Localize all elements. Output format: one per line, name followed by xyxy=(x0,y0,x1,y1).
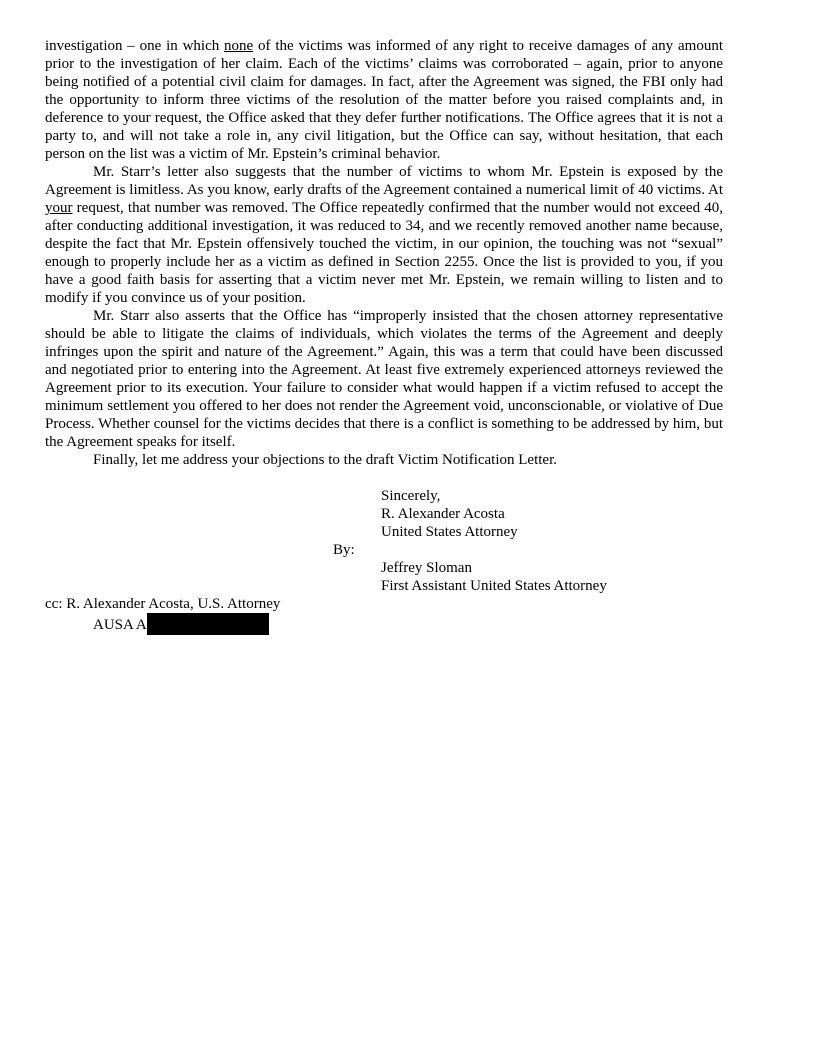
cc-line-2 xyxy=(45,613,280,635)
underlined-word-none: none xyxy=(224,38,254,54)
paragraph-2-text-start: Mr. Starr’s letter also suggests that the number of victims to whom Mr. Epstein is exposed by the Agreement is limitless. As you know, early drafts of the Agreement contained a numerical limit of 40 victims. At xyxy=(45,164,723,198)
paragraph-2 xyxy=(45,163,723,307)
paragraph-2-text-end: request, that number was removed. The Office repeatedly confirmed that the number would not exceed 40, after conducting additional investigation, it was reduced to 34, and we recently removed another name because, despite the fact that Mr. Epstein offensively touched the victim, in our opinion, the touching was not “sexual” enough to properly include her as a victim as defined in Section 2255. Once the list is provided to you, if you have a good faith basis for asserting that a victim never met Mr. Epstein, we remain willing to listen and to modify if you convince us of your position. xyxy=(45,200,723,306)
paragraph-4: Finally, let me address your objections to the draft Victim Notification Letter. xyxy=(93,452,557,468)
paragraph-1-text-end: of the victims was informed of any right to receive damages of any amount prior to the investigation of her claim. Each of the victims’ claims was corroborated – again, prior to anyone being notified of a potential civil claim for damages. In fact, after the Agreement was signed, the FBI only had the opportunity to inform three victims of the resolution of the matter before you raised complaints and, in deference to your request, the Office asked that they defer further notifications. The Office agrees that it is not a party to, and will not take a role in, any civil litigation, but the Office can say, without hesitation, that each person on the list was a victim of Mr. Epstein’s criminal behavior. xyxy=(45,38,723,162)
signer-name: R. Alexander Acosta xyxy=(381,506,505,522)
paragraph-1 xyxy=(45,37,723,163)
paragraph-3: Mr. Starr also asserts that the Office has “improperly insisted that the chosen attorney representative should be able to litigate the claims of individuals, which violates the terms of the Agreement and deeply infringes upon the spirit and nature of the Agreement.” Again, this was a term that could have been discussed and negotiated prior to entering into the Agreement. At least five extremely experienced attorneys reviewed the Agreement prior to its execution. Your failure to consider what would happen if a victim refused to accept the minimum settlement you offered to her does not render the Agreement void, unconscionable, or violative of Due Process. Whether counsel for the victims decides that there is a conflict is something to be addressed by him, but the Agreement speaks for itself. xyxy=(45,308,723,450)
agent-name: Jeffrey Sloman xyxy=(381,560,472,576)
redaction-box xyxy=(147,613,269,635)
letter-body xyxy=(45,37,723,469)
closing-salutation: Sincerely, xyxy=(381,488,441,504)
cc-line-1: cc: R. Alexander Acosta, U.S. Attorney xyxy=(45,596,281,612)
paragraph-1-text-start: investigation – one in which xyxy=(45,38,225,54)
signer-title: United States Attorney xyxy=(381,524,518,540)
by-label: By: xyxy=(333,542,355,558)
cc-line-2-prefix: AUSA A xyxy=(93,617,147,633)
cc-block xyxy=(45,595,280,635)
underlined-word-your: your xyxy=(45,200,73,216)
agent-title: First Assistant United States Attorney xyxy=(381,578,607,594)
